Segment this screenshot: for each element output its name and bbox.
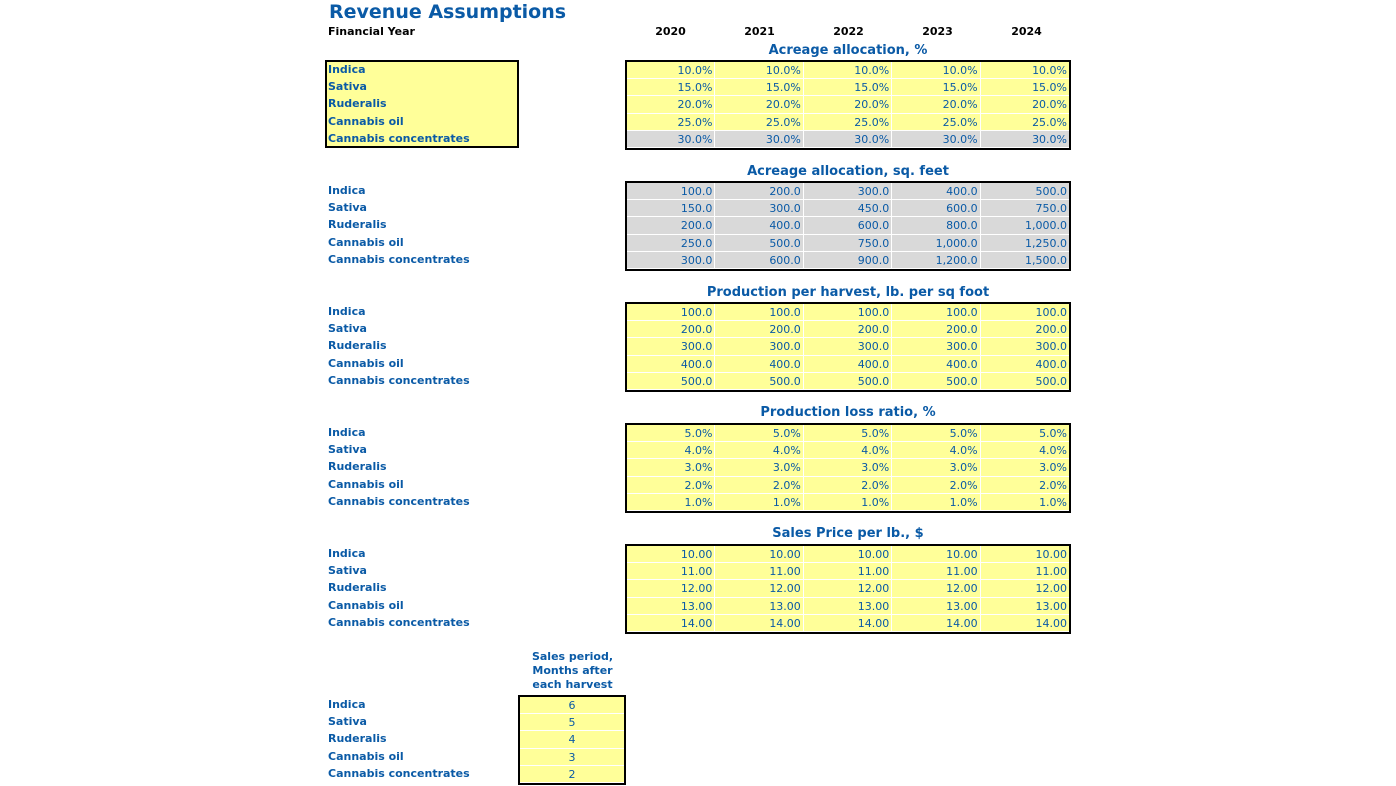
value-cell: 300.0 (804, 183, 892, 200)
sales-period-grid (518, 695, 626, 785)
sales-period-cell[interactable]: 3 (520, 749, 624, 766)
row-label-loss: Ruderalis (328, 460, 387, 474)
row-label-loss: Indica (328, 426, 366, 439)
value-cell[interactable]: 4.0% (892, 442, 980, 459)
value-cell[interactable]: 100.0 (715, 304, 803, 321)
table-row (627, 79, 1069, 96)
value-cell: 900.0 (804, 252, 892, 269)
value-cell[interactable]: 25.0% (627, 114, 715, 131)
table-row (627, 477, 1069, 494)
table-row (627, 321, 1069, 338)
value-cell: 1,000.0 (981, 217, 1069, 234)
value-cell[interactable]: 15.0% (892, 79, 980, 96)
value-cell: 30.0% (715, 131, 803, 148)
value-cell[interactable]: 10.0% (715, 62, 803, 79)
value-cell[interactable]: 14.00 (627, 615, 715, 632)
value-cell: 100.0 (627, 183, 715, 200)
value-cell[interactable]: 100.0 (804, 304, 892, 321)
value-cell[interactable]: 400.0 (892, 356, 980, 373)
value-cell[interactable]: 11.00 (892, 563, 980, 580)
value-cell: 750.0 (981, 200, 1069, 217)
value-cell[interactable]: 500.0 (627, 373, 715, 390)
value-cell[interactable]: 500.0 (804, 373, 892, 390)
section-title-price: Sales Price per lb., $ (772, 526, 924, 541)
sales-period-cell[interactable]: 2 (520, 766, 624, 783)
row-label-price: Cannabis concentrates (328, 615, 470, 629)
year-header: 2020 (655, 25, 686, 38)
value-cell: 600.0 (715, 252, 803, 269)
value-cell[interactable]: 1.0% (715, 494, 803, 511)
value-cell: 250.0 (627, 235, 715, 252)
section-title-acreage-sqft: Acreage allocation, sq. feet (747, 164, 949, 179)
row-label-acreage_sqft: Indica (328, 184, 366, 197)
table-row (627, 442, 1069, 459)
table-row (627, 356, 1069, 373)
table-row (627, 235, 1069, 252)
table-row (627, 217, 1069, 234)
year-header: 2023 (922, 25, 953, 38)
row-label-loss: Sativa (328, 443, 367, 457)
value-cell[interactable]: 20.0% (804, 96, 892, 113)
value-cell[interactable]: 2.0% (627, 477, 715, 494)
value-cell[interactable]: 500.0 (715, 373, 803, 390)
value-cell[interactable]: 11.00 (981, 563, 1069, 580)
value-cell[interactable]: 20.0% (627, 96, 715, 113)
value-cell[interactable]: 2.0% (715, 477, 803, 494)
value-cell: 30.0% (892, 131, 980, 148)
value-cell: 600.0 (892, 200, 980, 217)
value-cell: 1,250.0 (981, 235, 1069, 252)
value-cell: 200.0 (715, 183, 803, 200)
table-row (627, 338, 1069, 355)
row-label-production: Indica (328, 305, 366, 318)
row-label-sales-period: Ruderalis (328, 732, 387, 746)
row-label-sales-period: Sativa (328, 715, 367, 729)
value-cell: 30.0% (627, 131, 715, 148)
row-label-production: Cannabis oil (328, 356, 404, 370)
value-cell: 200.0 (627, 217, 715, 234)
section-title-loss: Production loss ratio, % (760, 405, 936, 420)
value-cell[interactable]: 25.0% (715, 114, 803, 131)
value-cell: 30.0% (981, 131, 1069, 148)
sales-period-header-line: Sales period, (531, 650, 614, 663)
year-header: 2022 (833, 25, 864, 38)
table-row (627, 580, 1069, 597)
value-cell[interactable]: 100.0 (627, 304, 715, 321)
row-label-sales-period: Indica (328, 698, 366, 711)
value-cell: 750.0 (804, 235, 892, 252)
value-cell[interactable]: 400.0 (981, 356, 1069, 373)
value-cell[interactable]: 11.00 (804, 563, 892, 580)
table-row (627, 563, 1069, 580)
row-label-acreage_sqft: Cannabis oil (328, 235, 404, 249)
value-cell[interactable]: 15.0% (715, 79, 803, 96)
value-cell[interactable]: 500.0 (981, 373, 1069, 390)
value-cell: 30.0% (804, 131, 892, 148)
value-cell[interactable]: 10.0% (981, 62, 1069, 79)
grid-acreage_sqft (625, 181, 1071, 271)
value-cell[interactable]: 300.0 (892, 338, 980, 355)
table-row (627, 96, 1069, 113)
value-cell: 1,000.0 (892, 235, 980, 252)
value-cell[interactable]: 10.0% (627, 62, 715, 79)
value-cell: 150.0 (627, 200, 715, 217)
value-cell[interactable]: 400.0 (804, 356, 892, 373)
sales-period-header-line: each harvest (532, 678, 613, 691)
value-cell[interactable]: 1.0% (981, 494, 1069, 511)
value-cell[interactable]: 13.00 (627, 598, 715, 615)
value-cell[interactable]: 3.0% (627, 459, 715, 476)
sales-period-cell[interactable]: 6 (520, 697, 624, 714)
value-cell[interactable]: 10.00 (627, 546, 715, 563)
table-row (627, 183, 1069, 200)
grid-production (625, 302, 1071, 392)
value-cell[interactable]: 11.00 (715, 563, 803, 580)
table-row (627, 598, 1069, 615)
value-cell[interactable]: 13.00 (892, 598, 980, 615)
value-cell[interactable]: 10.0% (804, 62, 892, 79)
value-cell[interactable]: 300.0 (627, 338, 715, 355)
value-cell[interactable]: 2.0% (804, 477, 892, 494)
value-cell[interactable]: 200.0 (981, 321, 1069, 338)
value-cell[interactable]: 10.00 (892, 546, 980, 563)
value-cell[interactable]: 3.0% (715, 459, 803, 476)
value-cell[interactable]: 300.0 (804, 338, 892, 355)
value-cell[interactable]: 14.00 (892, 615, 980, 632)
value-cell[interactable]: 2.0% (981, 477, 1069, 494)
value-cell[interactable]: 300.0 (715, 338, 803, 355)
row-label-loss: Cannabis concentrates (328, 494, 470, 508)
value-cell[interactable]: 2.0% (892, 477, 980, 494)
value-cell[interactable]: 14.00 (715, 615, 803, 632)
value-cell: 500.0 (715, 235, 803, 252)
value-cell[interactable]: 10.00 (715, 546, 803, 563)
value-cell[interactable]: 11.00 (627, 563, 715, 580)
value-cell[interactable]: 1.0% (804, 494, 892, 511)
value-cell[interactable]: 3.0% (804, 459, 892, 476)
value-cell[interactable]: 5.0% (804, 425, 892, 442)
row-label-acreage_sqft: Ruderalis (328, 218, 387, 232)
grid-acreage_pct (625, 60, 1071, 150)
row-label-production: Ruderalis (328, 339, 387, 353)
value-cell[interactable]: 4.0% (627, 442, 715, 459)
value-cell[interactable]: 200.0 (627, 321, 715, 338)
value-cell[interactable]: 13.00 (804, 598, 892, 615)
sales-period-header (519, 650, 626, 692)
table-row (627, 373, 1069, 390)
value-cell[interactable]: 25.0% (804, 114, 892, 131)
row-label-price: Ruderalis (328, 581, 387, 595)
row-label-production: Sativa (328, 322, 367, 336)
row-label-sales-period: Cannabis concentrates (328, 766, 470, 780)
row-label-acreage_sqft: Cannabis concentrates (328, 252, 470, 266)
row-label-acreage_pct: Cannabis concentrates (328, 131, 470, 145)
value-cell[interactable]: 12.00 (981, 580, 1069, 597)
value-cell[interactable]: 4.0% (804, 442, 892, 459)
value-cell[interactable]: 200.0 (804, 321, 892, 338)
value-cell[interactable]: 10.0% (892, 62, 980, 79)
value-cell: 500.0 (981, 183, 1069, 200)
table-row (627, 131, 1069, 148)
row-label-acreage_pct: Sativa (328, 80, 367, 94)
row-label-price: Sativa (328, 564, 367, 578)
row-label-acreage_pct: Cannabis oil (328, 114, 404, 128)
table-row (627, 459, 1069, 476)
value-cell[interactable]: 15.0% (981, 79, 1069, 96)
table-row (627, 200, 1069, 217)
value-cell[interactable]: 100.0 (981, 304, 1069, 321)
value-cell[interactable]: 400.0 (627, 356, 715, 373)
table-row (627, 546, 1069, 563)
row-label-price: Indica (328, 547, 366, 560)
value-cell[interactable]: 5.0% (981, 425, 1069, 442)
value-cell[interactable]: 200.0 (715, 321, 803, 338)
table-row (627, 304, 1069, 321)
value-cell[interactable]: 400.0 (715, 356, 803, 373)
value-cell[interactable]: 12.00 (892, 580, 980, 597)
value-cell[interactable]: 500.0 (892, 373, 980, 390)
value-cell[interactable]: 3.0% (981, 459, 1069, 476)
value-cell: 1,500.0 (981, 252, 1069, 269)
table-row (627, 62, 1069, 79)
value-cell[interactable]: 14.00 (804, 615, 892, 632)
value-cell: 800.0 (892, 217, 980, 234)
page-title: Revenue Assumptions (329, 1, 567, 23)
row-label-sales-period: Cannabis oil (328, 749, 404, 763)
value-cell[interactable]: 4.0% (981, 442, 1069, 459)
value-cell: 600.0 (804, 217, 892, 234)
table-row (627, 494, 1069, 511)
value-cell[interactable]: 20.0% (892, 96, 980, 113)
value-cell[interactable]: 1.0% (627, 494, 715, 511)
value-cell[interactable]: 10.00 (981, 546, 1069, 563)
table-row (627, 615, 1069, 632)
value-cell[interactable]: 20.0% (981, 96, 1069, 113)
financial-year-label: Financial Year (328, 25, 415, 38)
value-cell[interactable]: 25.0% (981, 114, 1069, 131)
value-cell: 1,200.0 (892, 252, 980, 269)
value-cell[interactable]: 100.0 (892, 304, 980, 321)
row-label-acreage_pct: Ruderalis (328, 97, 387, 111)
row-label-production: Cannabis concentrates (328, 373, 470, 387)
value-cell[interactable]: 5.0% (892, 425, 980, 442)
row-label-acreage_sqft: Sativa (328, 201, 367, 215)
value-cell[interactable]: 12.00 (627, 580, 715, 597)
row-label-price: Cannabis oil (328, 598, 404, 612)
value-cell: 400.0 (715, 217, 803, 234)
value-cell[interactable]: 5.0% (627, 425, 715, 442)
value-cell[interactable]: 15.0% (804, 79, 892, 96)
sales-period-cell[interactable]: 5 (520, 714, 624, 731)
value-cell: 400.0 (892, 183, 980, 200)
value-cell[interactable]: 1.0% (892, 494, 980, 511)
section-title-production: Production per harvest, lb. per sq foot (706, 285, 990, 300)
value-cell[interactable]: 4.0% (715, 442, 803, 459)
sales-period-cell[interactable]: 4 (520, 731, 624, 748)
value-cell[interactable]: 20.0% (715, 96, 803, 113)
value-cell[interactable]: 200.0 (892, 321, 980, 338)
table-row (627, 252, 1069, 269)
value-cell[interactable]: 3.0% (892, 459, 980, 476)
value-cell: 450.0 (804, 200, 892, 217)
value-cell: 300.0 (627, 252, 715, 269)
value-cell[interactable]: 15.0% (627, 79, 715, 96)
row-label-acreage_pct: Indica (328, 63, 366, 76)
value-cell[interactable]: 13.00 (715, 598, 803, 615)
year-header: 2024 (1011, 25, 1042, 38)
value-cell[interactable]: 12.00 (804, 580, 892, 597)
value-cell[interactable]: 300.0 (981, 338, 1069, 355)
row-label-loss: Cannabis oil (328, 477, 404, 491)
value-cell: 300.0 (715, 200, 803, 217)
value-cell[interactable]: 12.00 (715, 580, 803, 597)
value-cell[interactable]: 14.00 (981, 615, 1069, 632)
section-title-acreage-pct: Acreage allocation, % (768, 43, 928, 58)
value-cell[interactable]: 5.0% (715, 425, 803, 442)
value-cell[interactable]: 10.00 (804, 546, 892, 563)
value-cell[interactable]: 25.0% (892, 114, 980, 131)
table-row (627, 114, 1069, 131)
year-header: 2021 (744, 25, 775, 38)
grid-price (625, 544, 1071, 634)
grid-loss (625, 423, 1071, 513)
value-cell[interactable]: 13.00 (981, 598, 1069, 615)
sales-period-header-line: Months after (532, 664, 613, 677)
table-row (627, 425, 1069, 442)
